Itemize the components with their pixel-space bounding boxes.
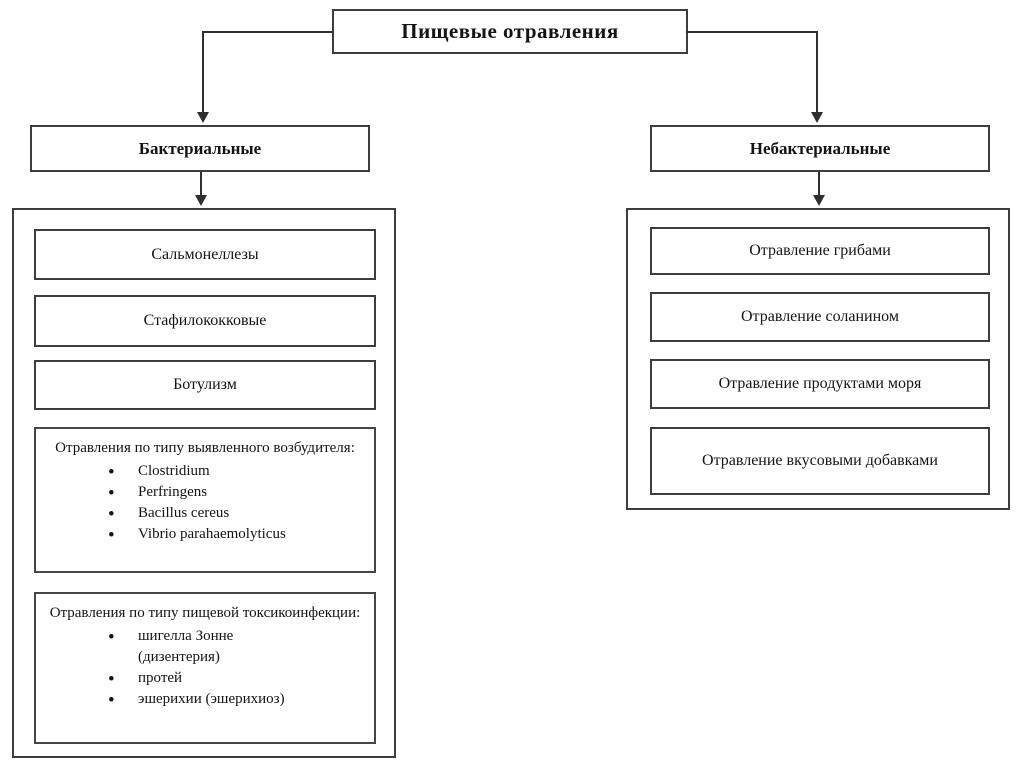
node-flavor-additives-poisoning-label: Отравление вкусовыми добавками — [702, 452, 938, 470]
node-seafood-poisoning — [650, 359, 990, 409]
node-botulism — [34, 360, 376, 410]
node-solanine-poisoning — [650, 292, 990, 342]
arrowhead-nonbacterial-container — [813, 195, 825, 206]
branch-header-bacterial — [30, 125, 370, 172]
root-node-food-poisoning — [332, 9, 688, 54]
node-toxicoinfection-list — [34, 592, 376, 744]
node-seafood-poisoning-label: Отравление продуктами моря — [718, 375, 922, 392]
root-node-label: Пищевые отравления — [401, 19, 619, 43]
node-mushroom-poisoning-label: Отравление грибами — [749, 242, 891, 259]
list-item: • Perfringens — [98, 482, 364, 503]
list-item: • Vibrio parahaemolyticus — [98, 524, 364, 545]
connector-root-left-vertical — [202, 31, 204, 113]
nonbacterial-group-container — [626, 208, 1010, 510]
node-identified-pathogen-list — [34, 427, 376, 573]
list-item: • Clostridium — [98, 461, 364, 482]
node-salmonellosis-label: Сальмонеллезы — [151, 245, 259, 263]
node-solanine-poisoning-label: Отравление соланином — [741, 308, 899, 325]
identified-pathogen-heading: Отравления по типу выявленного возбудителя: — [55, 440, 355, 456]
arrowhead-right-branch — [811, 112, 823, 123]
connector-root-right-horizontal — [686, 31, 818, 33]
connector-root-right-vertical — [816, 31, 818, 113]
connector-bacterial-vertical — [200, 172, 202, 196]
node-salmonellosis — [34, 229, 376, 280]
node-staphylococcal — [34, 295, 376, 347]
arrowhead-left-branch — [197, 112, 209, 123]
arrowhead-bacterial-container — [195, 195, 207, 206]
node-botulism-label: Ботулизм — [173, 376, 237, 393]
list-item: • эшерихии (эшерихиоз) — [98, 689, 308, 710]
branch-header-nonbacterial-label: Небактериальные — [749, 138, 891, 158]
connector-nonbacterial-vertical — [818, 172, 820, 196]
bacterial-group-container — [12, 208, 396, 758]
toxicoinfection-bullets — [46, 626, 364, 710]
node-staphylococcal-label: Стафилококковые — [143, 312, 267, 329]
branch-header-nonbacterial — [650, 125, 990, 172]
toxicoinfection-heading: Отравления по типу пищевой токсикоинфекции: — [49, 605, 361, 621]
connector-root-left-horizontal — [202, 31, 332, 33]
node-flavor-additives-poisoning — [650, 427, 990, 495]
list-item: • Bacillus cereus — [98, 503, 364, 524]
node-mushroom-poisoning — [650, 227, 990, 275]
branch-header-bacterial-label: Бактериальные — [138, 138, 262, 158]
list-item: • протей — [98, 668, 308, 689]
identified-pathogen-bullets — [46, 461, 364, 545]
list-item: • шигелла Зонне (дизентерия) — [98, 626, 308, 668]
